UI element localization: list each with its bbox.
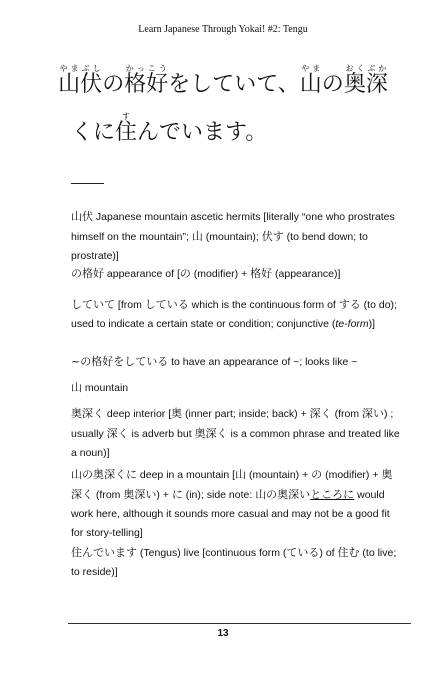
gloss-entry: 住んでいます (Tengus) live [continuous form (ている) of 住む (to live; to reside)] bbox=[71, 546, 397, 578]
gloss-entry: の格好 appearance of [の (modifier) + 格好 (appearance)] bbox=[71, 267, 341, 280]
underlined-phrase: ところに bbox=[310, 488, 355, 501]
ruby-word: 山やま bbox=[299, 64, 322, 97]
gloss-entry: 山 mountain bbox=[71, 381, 129, 394]
example-sentence-line-1: 山伏やまぶしの格好かっこうをしていて、山やまの奥深おくぶか bbox=[58, 64, 388, 97]
gloss-entry: ~の格好をしている to have an appearance of ~; looks like ~ bbox=[71, 355, 358, 368]
ruby-word: 住す bbox=[115, 112, 138, 145]
ruby-word: 格好かっこう bbox=[124, 64, 169, 97]
page-number: 13 bbox=[217, 628, 229, 639]
example-sentence-line-2: くに住すんでいます。 bbox=[71, 112, 268, 145]
gloss-entry: 山の奥深くに deep in a mountain [山 (mountain) + の (modifier) + 奥深く (from 奥深い) + に (in); side note: 山の奥深いところに would work here, although it sounds more casual and may not be a good fit for story-telling] bbox=[71, 468, 393, 539]
ruby-word: 奥深おくぶか bbox=[343, 64, 388, 97]
gloss-entry: 奥深く deep interior [奥 (inner part; inside; back) + 深く (from 深い) ; usually 深く is adverb but 奥深く is a common phrase and treated like a noun)] bbox=[71, 407, 400, 459]
running-header: Learn Japanese Through Yokai! #2: Tengu bbox=[138, 24, 308, 35]
footer-divider bbox=[68, 623, 411, 624]
section-divider bbox=[71, 183, 104, 184]
ruby-word: 山伏やまぶし bbox=[58, 64, 103, 97]
gloss-entry: 山伏 Japanese mountain ascetic hermits [literally “one who prostrates himself on the mountain”; 山 (mountain); 伏す (to bend down; to prostrate)] bbox=[71, 210, 395, 262]
gloss-entry: していて [from している which is the continuous form of する (to do); used to indicate a certain state or condition; conjunctive (te-form)] bbox=[71, 298, 397, 330]
